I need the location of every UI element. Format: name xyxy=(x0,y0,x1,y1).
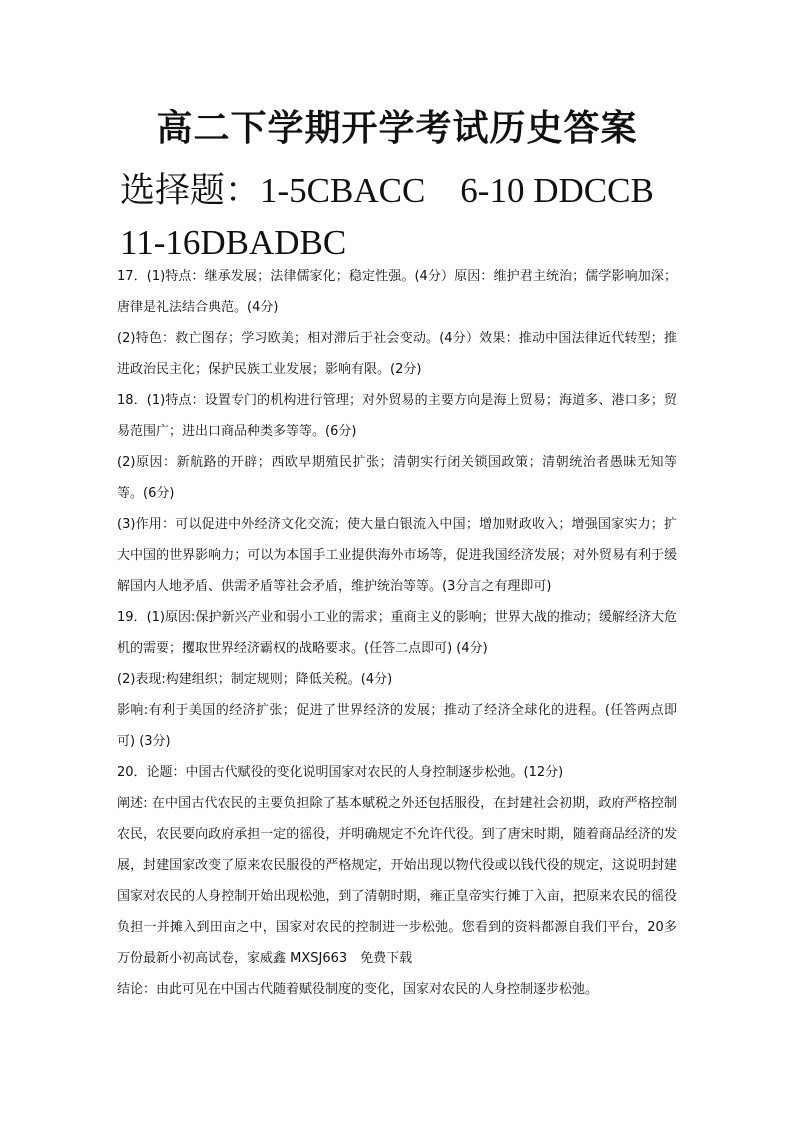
answer-20-thesis: 20．论题：中国古代赋役的变化说明国家对农民的人身控制逐步松弛。(12分) xyxy=(117,765,564,780)
answer-18-2: (2)原因：新航路的开辟；西欧早期殖民扩张；清朝实行闭关锁国政策；清朝统治者愚昧无知等等。(6分) xyxy=(117,455,677,501)
answer-17-1: 17．(1)特点：继承发展；法律儒家化；稳定性强。(4分）原因：维护君主统治；儒学影响加深；唐律是礼法结合典范。(4分) xyxy=(117,269,677,315)
choice-answers-line-2: 11-16DBADBC xyxy=(120,223,347,262)
answer-18-1: 18．(1)特点：设置专门的机构进行管理；对外贸易的主要方向是海上贸易；海道多、港口多；贸易范围广；进出口商品种类多等等。(6分) xyxy=(117,393,677,439)
choice-answers-line-1: 选择题：1-5CBACC 6-10 DDCCB xyxy=(120,171,654,210)
answer-17-2: (2)特色：救亡图存；学习欧美；相对滞后于社会变动。(4分）效果：推动中国法律近代转型；推进政治民主化；保护民族工业发展；影响有限。(2分) xyxy=(117,331,677,377)
answer-20-conclusion: 结论：由此可见在中国古代随着赋役制度的变化，国家对农民的人身控制逐步松弛。 xyxy=(117,982,599,997)
answer-18-3: (3)作用：可以促进中外经济文化交流；使大量白银流入中国；增加财政收入；增强国家实力；扩大中国的世界影响力；可以为本国手工业提供海外市场等，促进我国经济发展；对外贸易有利于缓解国内人地矛盾、供需矛盾等社会矛盾，维护统治等等。(3分言之有理即可) xyxy=(117,517,677,594)
answer-19-1: 19．(1)原因:保护新兴产业和弱小工业的需求；重商主义的影响；世界大战的推动；缓解经济大危机的需要；攫取世界经济霸权的战略要求。(任答二点即可) (4分) xyxy=(117,610,677,656)
answer-19-2: (2)表现:构建组织；制定规则；降低关税。(4分) xyxy=(117,672,393,687)
multiple-choice-answers xyxy=(120,165,760,269)
page-title: 高二下学期开学考试历史答案 xyxy=(156,107,638,149)
answer-body xyxy=(117,261,677,1005)
answer-19-impact: 影响:有利于美国的经济扩张；促进了世界经济的发展；推动了经济全球化的进程。(任答两点即可) (3分) xyxy=(117,703,677,749)
answer-20-argument: 阐述: 在中国古代农民的主要负担除了基本赋税之外还包括服役，在封建社会初期，政府严格控制农民，农民要向政府承担一定的徭役，并明确规定不允许代役。到了唐宋时期，随着商品经济的发展，封建国家改变了原来农民服役的严格规定，开始出现以物代役或以钱代役的规定，这说明封建国家对农民的人身控制开始出现松弛，到了清朝时期，雍正皇帝实行摊丁入亩，把原来农民的徭役负担一并摊入到田亩之中，国家对农民的控制进一步松弛。您看到的资料都源自我们平台，20多万份最新小初高试卷，家威鑫 MXSJ663 免费下载 xyxy=(117,796,677,966)
